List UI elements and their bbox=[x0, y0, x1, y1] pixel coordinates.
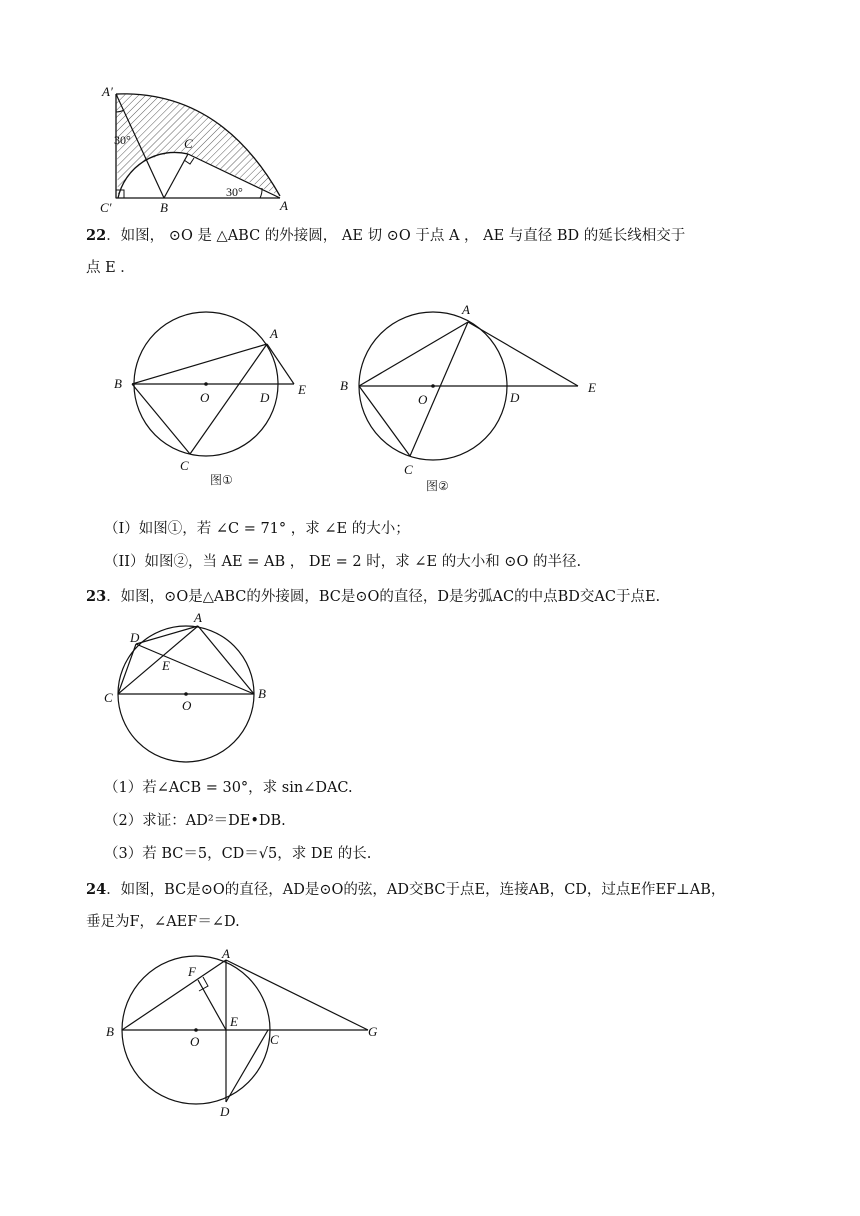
q24-label-o: O bbox=[190, 1034, 200, 1049]
q22-part2: （II）如图②，当 AE = AB ， DE = 2 时，求 ∠E 的大小和 ⊙O 的半径. bbox=[104, 554, 582, 570]
q23-text: ．如图，⊙O是△ABC的外接圆，BC是⊙O的直径，D是劣弧AC的中点BD交AC于点E. bbox=[106, 589, 661, 605]
q22-statement-line2: 点 E ． bbox=[86, 260, 135, 276]
q23-part3: （3）若 BC＝5，CD＝√5，求 DE 的长. bbox=[104, 846, 372, 862]
q22f1-label-b: B bbox=[114, 376, 122, 391]
label-c: C bbox=[184, 136, 193, 151]
q24-label-g: G bbox=[368, 1024, 378, 1039]
label-c-prime: C′ bbox=[100, 200, 112, 215]
q22-figure-2 bbox=[338, 300, 608, 498]
q23-label-o: O bbox=[182, 698, 192, 713]
q23-label-b: B bbox=[258, 686, 266, 701]
q24-label-e: E bbox=[230, 1014, 238, 1029]
q24-label-c: C bbox=[270, 1032, 279, 1047]
label-angle-top: 30° bbox=[114, 133, 131, 147]
q23-part1: （1）若∠ACB = 30°，求 sin∠DAC. bbox=[104, 780, 353, 796]
q22-number: 22 bbox=[86, 227, 107, 244]
q23-label-d: D bbox=[130, 630, 140, 645]
q22f2-label-c: C bbox=[404, 462, 413, 477]
q23-label-e: E bbox=[162, 658, 170, 673]
q24-label-a: A bbox=[222, 946, 230, 961]
q22f1-caption: 图① bbox=[210, 473, 233, 487]
q22f2-label-a: A bbox=[462, 302, 470, 317]
q22f2-label-d: D bbox=[510, 390, 520, 405]
q22f2-caption: 图② bbox=[426, 479, 449, 493]
q24-label-d: D bbox=[220, 1104, 230, 1119]
q24-statement-line2: 垂足为F，∠AEF＝∠D. bbox=[86, 914, 240, 930]
q22f1-label-d: D bbox=[260, 390, 270, 405]
q23-label-a: A bbox=[194, 610, 202, 625]
q22f2-label-b: B bbox=[340, 378, 348, 393]
q24-figure bbox=[104, 944, 394, 1120]
figure-rotated-triangle-shaded bbox=[100, 84, 300, 216]
q22-part1: （I）如图①，若 ∠C = 71° ，求 ∠E 的大小； bbox=[104, 521, 410, 537]
label-angle-right: 30° bbox=[226, 185, 243, 199]
q22-text: ．如图， ⊙O 是 △ABC 的外接圆， AE 切 ⊙O 于点 A ， AE 与直径 BD 的延长线相交于 bbox=[106, 228, 686, 244]
q22f1-label-c: C bbox=[180, 458, 189, 473]
q23-part2: （2）求证：AD²＝DE•DB. bbox=[104, 813, 286, 829]
label-b: B bbox=[160, 200, 168, 215]
q22f2-label-o: O bbox=[418, 392, 428, 407]
q22f2-label-e: E bbox=[588, 380, 596, 395]
label-a: A bbox=[280, 198, 288, 213]
q23-number: 23 bbox=[86, 588, 107, 605]
q24-label-f: F bbox=[188, 964, 196, 979]
q23-statement-line1 bbox=[86, 587, 660, 607]
q24-label-b: B bbox=[106, 1024, 114, 1039]
q23-label-c: C bbox=[104, 690, 113, 705]
q24-text: ．如图，BC是⊙O的直径，AD是⊙O的弦，AD交BC于点E，连接AB，CD，过点E作EF⊥AB， bbox=[106, 882, 726, 898]
q22f1-label-a: A bbox=[270, 326, 278, 341]
q22f1-label-o: O bbox=[200, 390, 210, 405]
q22-statement-line1 bbox=[86, 226, 685, 246]
q24-number: 24 bbox=[86, 881, 107, 898]
label-a-prime: A′ bbox=[102, 84, 113, 99]
q22f1-label-e: E bbox=[298, 382, 306, 397]
q24-statement-line1 bbox=[86, 880, 725, 900]
q23-figure bbox=[100, 608, 280, 772]
q22-figure-1 bbox=[110, 298, 330, 494]
